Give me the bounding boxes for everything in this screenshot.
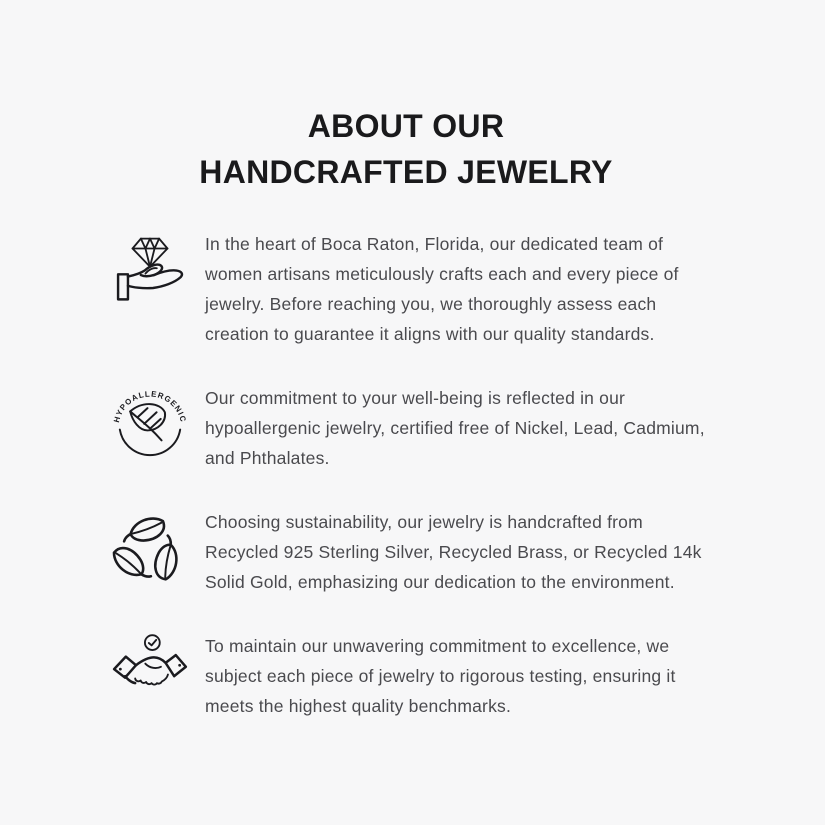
feature-row-hypoallergenic [95, 383, 717, 473]
handshake-quality-icon [110, 631, 190, 699]
recycled-leaves-icon [110, 507, 190, 585]
feature-row-artisans [95, 229, 717, 349]
page-title [95, 103, 717, 195]
feature-text-quality: To maintain our unwavering commitment to excellence, we subject each piece of jewelry to rigorous testing, ensuring it meets the highest quality benchmarks. [205, 636, 676, 716]
page-title-line2: HANDCRAFTED JEWELRY [199, 154, 613, 190]
feature-row-sustainability [95, 507, 717, 597]
hypoallergenic-badge-icon [110, 383, 190, 461]
feature-text-sustainability: Choosing sustainability, our jewelry is handcrafted from Recycled 925 Sterling Silver, Recycled Brass, or Recycled 14k Solid Gold, emphasizing our dedication to the environment. [205, 512, 702, 592]
feature-text-artisans: In the heart of Boca Raton, Florida, our dedicated team of women artisans meticulously crafts each and every piece of jewelry. Before reaching you, we thoroughly assess each creation to guarantee it aligns with our quality standards. [205, 234, 679, 344]
diamond-in-hand-icon [110, 229, 190, 307]
page-title-line1: ABOUT OUR [307, 108, 505, 144]
about-section [95, 0, 717, 721]
feature-row-quality [95, 631, 717, 721]
hypoallergenic-badge-label: HYPOALLERGENIC [112, 389, 188, 424]
feature-text-hypoallergenic: Our commitment to your well-being is reflected in our hypoallergenic jewelry, certified free of Nickel, Lead, Cadmium, and Phthalates. [205, 388, 705, 468]
